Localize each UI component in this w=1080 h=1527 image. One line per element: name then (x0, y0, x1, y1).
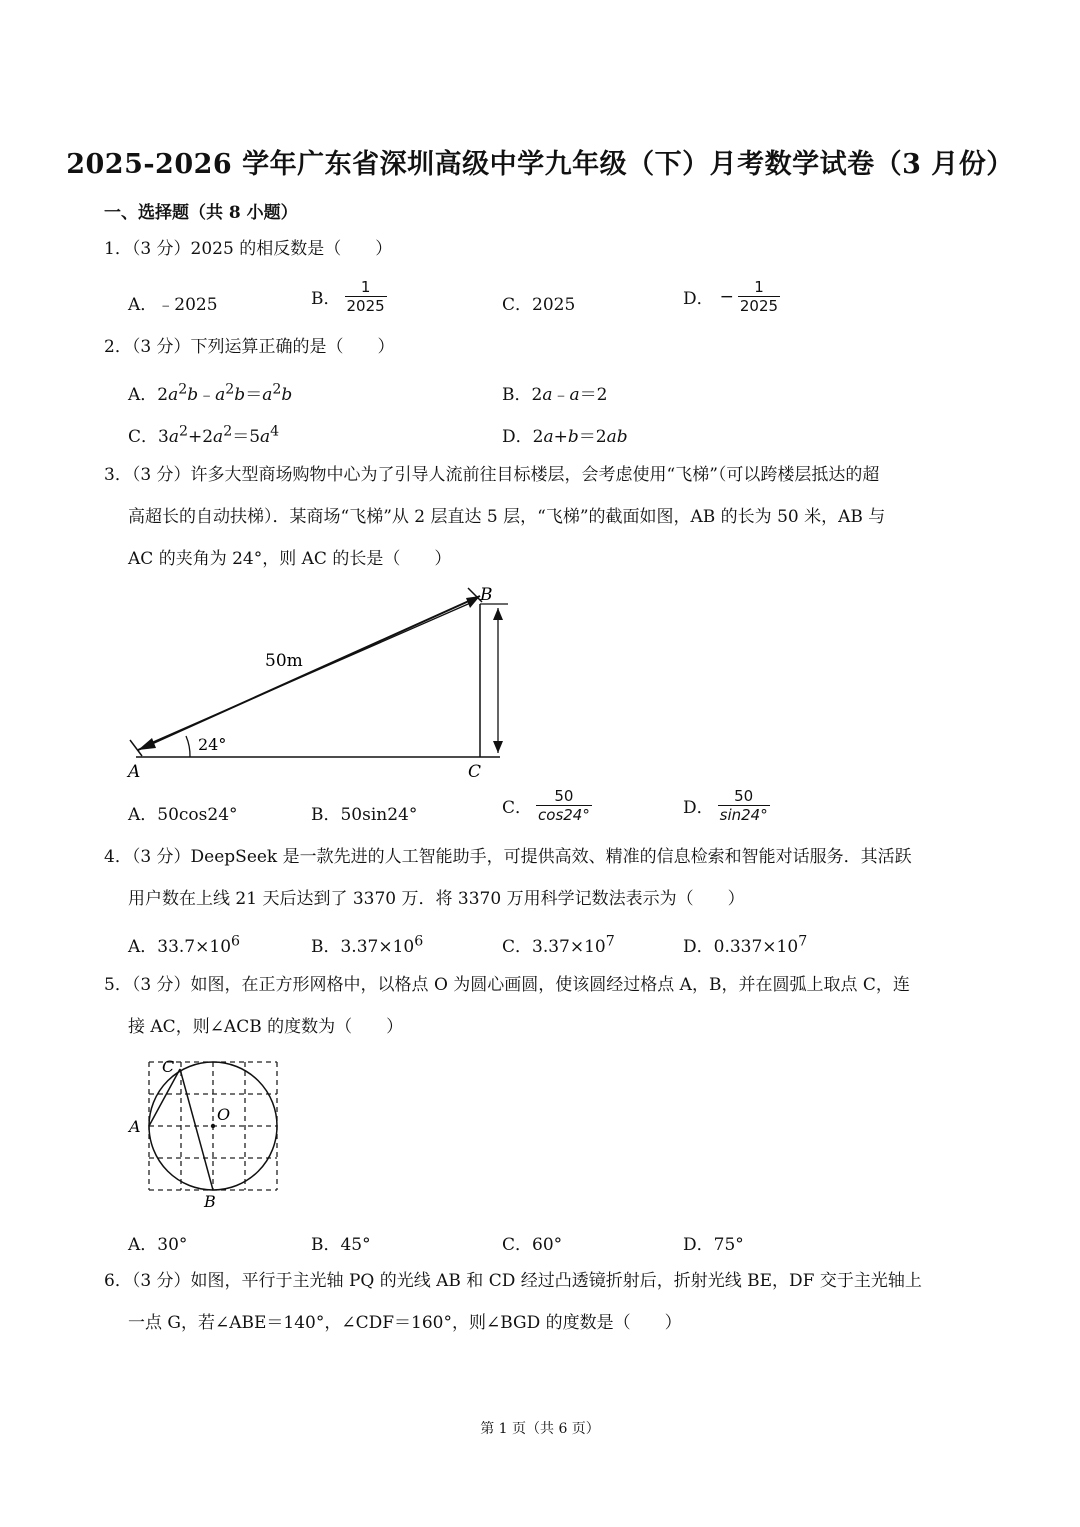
question-1-stem: 1．（3 分）2025 的相反数是（ ） (104, 239, 393, 259)
section-heading: 一、选择题（共 8 小题） (104, 203, 298, 223)
q3-option-d: D． $\frac{50}{\sin 24^\circ}$ (683, 787, 768, 824)
q4-option-b: B．$3.37\times 10^6$ (311, 933, 424, 957)
q3-option-c: C． $\frac{50}{\cos 24^\circ}$ (502, 787, 590, 824)
q1-option-c: C．2025 (502, 295, 576, 315)
circle-grid-figure (124, 1052, 286, 1212)
segment-cb (180, 1069, 213, 1190)
question-4-line-1: 4．（3 分）DeepSeek 是一款先进的人工智能助手，可提供高效、精准的信息检索和智能对话服务．其活跃 (104, 847, 912, 867)
q2-option-c: C．$3a^2+2a^2=5a^4$ (128, 423, 280, 447)
q4-option-a: A．$33.7\times 10^6$ (128, 933, 241, 957)
q2-option-d: D．2a+b＝2ab (502, 427, 628, 447)
angle-label: 24° (198, 735, 227, 754)
q3-option-b: B．50sin24° (311, 805, 418, 825)
question-3-line-1: 3．（3 分）许多大型商场购物中心为了引导人流前往目标楼层，会考虑使用“飞梯”（可以跨楼层抵达的超 (104, 465, 880, 485)
question-6-line-2: 一点 G，若∠ABE＝140°，∠CDF＝160°，则∠BGD 的度数是（ ） (128, 1313, 682, 1333)
q4-option-d: D．$0.337\times 10^7$ (683, 933, 808, 957)
arrowhead-a (138, 738, 156, 750)
question-5-line-1: 5．（3 分）如图，在正方形网格中，以格点 O 为圆心画圆，使该圆经过格点 A，B，并在圆弧上取点 C，连 (104, 975, 910, 995)
point-a-label: A (129, 1117, 141, 1136)
q2-option-b: B．2a﹣a＝2 (502, 385, 608, 405)
question-5-line-2: 接 AC，则∠ACB 的度数为（ ） (128, 1017, 404, 1037)
point-b-label: B (480, 585, 493, 605)
escalator-figure (120, 578, 520, 783)
q1-option-b: B． $\frac{1}{2025}$ (311, 278, 385, 315)
q1-option-a: A．﹣2025 (128, 295, 218, 315)
point-o-label: O (217, 1105, 231, 1124)
center-point-o (211, 1124, 215, 1128)
page-title: 2025-2026 学年广东省深圳高级中学九年级（下）月考数学试卷（3 月份） (66, 149, 1014, 180)
length-label: 50m (265, 651, 303, 671)
question-2-stem: 2．（3 分）下列运算正确的是（ ） (104, 337, 395, 357)
point-c-label: C (162, 1057, 175, 1076)
point-a-label: A (128, 762, 141, 782)
q4-option-c: C．$3.37\times 10^7$ (502, 933, 615, 957)
angle-arc (186, 736, 190, 757)
q5-option-d: D．75° (683, 1235, 744, 1255)
question-4-line-2: 用户数在上线 21 天后达到了 3370 万．将 3370 万用科学记数法表示为（ ） (128, 889, 745, 909)
q2-option-a: A．$2a^2b﹣a^2b=a^2b$ (128, 381, 293, 405)
q5-option-c: C．60° (502, 1235, 563, 1255)
question-6-line-1: 6．（3 分）如图，平行于主光轴 PQ 的光线 AB 和 CD 经过凸透镜折射后，折射光线 BE，DF 交于主光轴上 (104, 1271, 922, 1291)
question-3-line-3: AC 的夹角为 24°，则 AC 的长是（ ） (128, 549, 452, 569)
question-3-line-2: 高超长的自动扶梯）．某商场“飞梯”从 2 层直达 5 层，“飞梯”的截面如图，AB 的长为 50 米，AB 与 (128, 507, 886, 527)
q5-option-b: B．45° (311, 1235, 371, 1255)
q1-option-d: D． − $\frac{1}{2025}$ (683, 278, 779, 315)
page-footer: 第 1 页（共 6 页） (480, 1421, 600, 1437)
q5-option-a: A．30° (128, 1235, 188, 1255)
q3-option-a: A．50cos24° (128, 805, 238, 825)
point-b-label: B (204, 1192, 216, 1211)
escalator-line-ab (138, 596, 480, 750)
point-c-label: C (468, 762, 482, 782)
segment-ac (149, 1069, 180, 1126)
